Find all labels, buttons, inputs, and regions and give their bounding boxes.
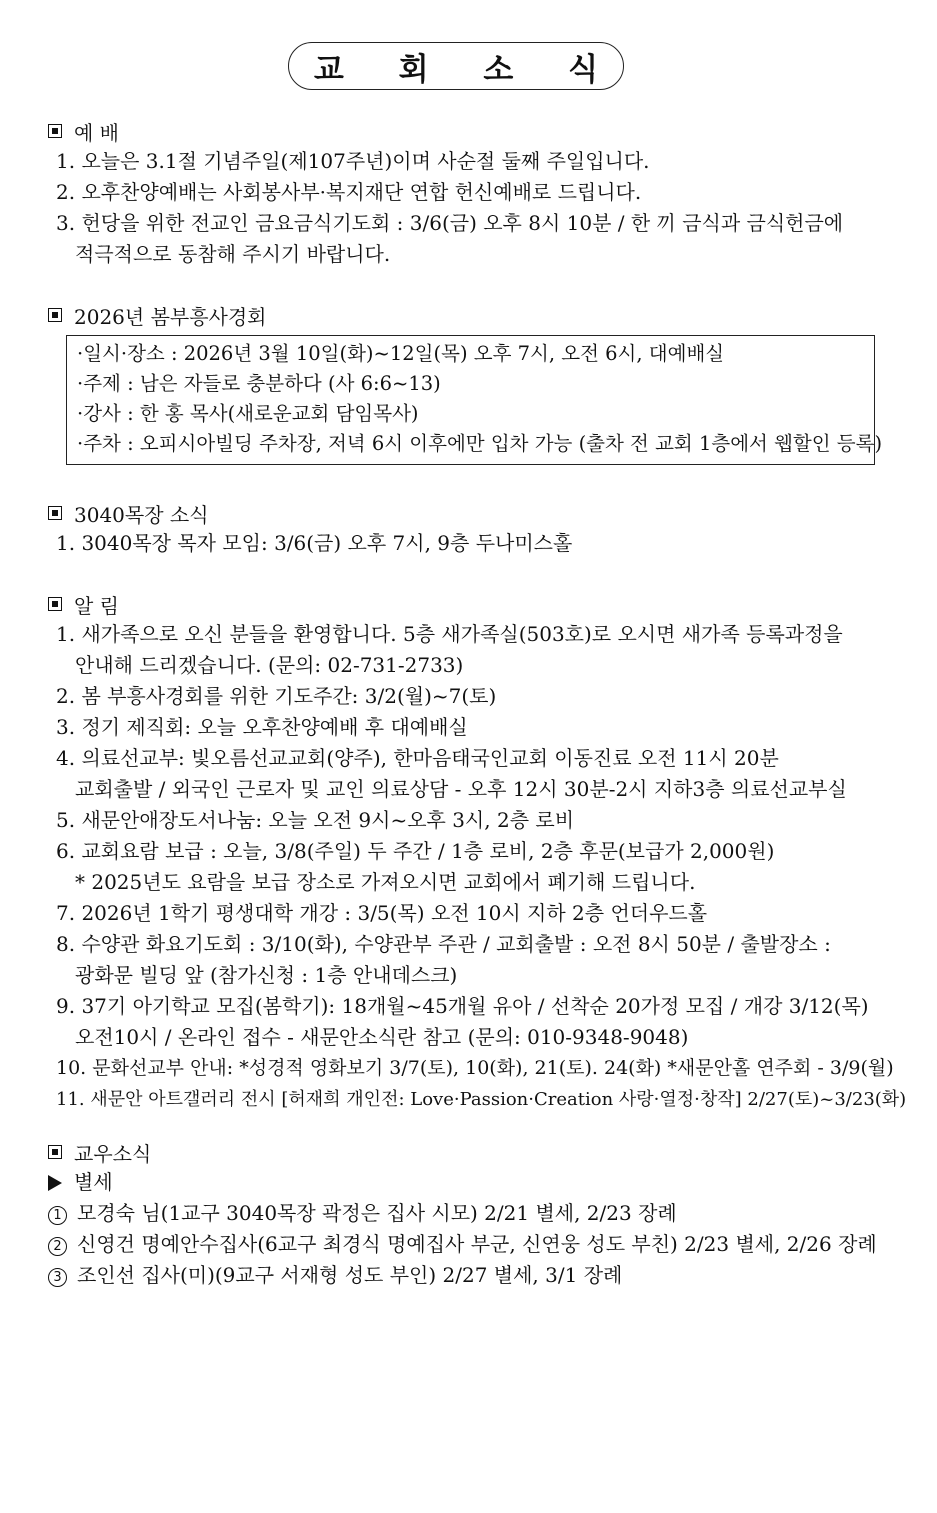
list-item: 2. 봄 부흥사경회를 위한 기도주간: 3/2(월)~7(토) <box>56 684 497 708</box>
notices-section <box>48 589 907 1115</box>
revival-section <box>48 300 898 330</box>
list-item: * 2025년도 요람을 보급 장소로 가져오시면 교회에서 폐기해 드립니다. <box>75 870 696 894</box>
list-item: 교회출발 / 외국인 근로자 및 교인 의료상담 - 오후 12시 30분-2시 지하3층 의료선교부실 <box>75 777 847 801</box>
square-bullet-icon <box>48 124 62 138</box>
obituary-text: 조인선 집사(미)(9교구 서재형 성도 부인) 2/27 별세, 3/1 장례 <box>77 1263 623 1287</box>
list-item: 3. 헌당을 위한 전교인 금요금식기도회 : 3/6(금) 오후 8시 10분 / 한 끼 금식과 금식헌금에 <box>56 211 844 235</box>
list-item: 1. 3040목장 목자 모임: 3/6(금) 오후 7시, 9층 두나미스홀 <box>56 531 573 555</box>
circled-number-icon: 3 <box>48 1268 67 1287</box>
notices-heading <box>48 589 898 619</box>
list-item: 2. 오후찬양예배는 사회봉사부·복지재단 연합 헌신예배로 드립니다. <box>56 180 642 204</box>
list-item: 6. 교회요람 보급 : 오늘, 3/8(주일) 두 주간 / 1층 로비, 2층 후문(보급가 2,000원) <box>56 839 775 863</box>
obituary-subheading-text: 별세 <box>74 1170 113 1194</box>
revival-heading-text: 2026년 봄부흥사경회 <box>74 304 267 329</box>
list-item: 오전10시 / 온라인 접수 - 새문안소식란 참고 (문의: 010-9348-9048) <box>75 1025 689 1049</box>
list-item: 1. 새가족으로 오신 분들을 환영합니다. 5층 새가족실(503호)로 오시면 새가족 등록과정을 <box>56 622 843 646</box>
mokjang-section <box>48 498 898 559</box>
square-bullet-icon <box>48 1145 62 1159</box>
list-item: 3. 정기 제직회: 오늘 오후찬양예배 후 대예배실 <box>56 715 468 739</box>
notices-heading-text: 알 림 <box>74 593 119 618</box>
list-item: 11. 새문안 아트갤러리 전시 [허재희 개인전: Love·Passion·Creation 사랑·열정·창작] 2/27(토)~3/23(화) <box>56 1089 907 1110</box>
list-item: ·일시·장소 : 2026년 3월 10일(화)~12일(목) 오후 7시, 오전 6시, 대예배실 <box>77 342 725 365</box>
mokjang-heading-text: 3040목장 소식 <box>74 502 209 527</box>
square-bullet-icon <box>48 597 62 611</box>
square-bullet-icon <box>48 308 62 322</box>
mokjang-heading <box>48 498 898 528</box>
revival-info-box <box>66 335 883 465</box>
list-item <box>48 1198 898 1229</box>
members-heading-text: 교우소식 <box>74 1141 152 1166</box>
list-item <box>48 1229 898 1260</box>
list-item: 4. 의료선교부: 빛오름선교교회(양주), 한마음태국인교회 이동진료 오전 11시 20분 <box>56 746 779 770</box>
triangle-bullet-icon <box>48 1175 62 1191</box>
obituary-subheading <box>48 1167 898 1198</box>
revival-heading <box>48 300 898 330</box>
worship-section <box>48 116 898 270</box>
list-item: 적극적으로 동참해 주시기 바랍니다. <box>75 242 391 266</box>
list-item: ·강사 : 한 홍 목사(새로운교회 담임목사) <box>77 402 419 425</box>
title-box <box>288 42 624 90</box>
list-item: 안내해 드리겠습니다. (문의: 02-731-2733) <box>75 653 464 677</box>
list-item: 10. 문화선교부 안내: *성경적 영화보기 3/7(토), 10(화), 21(토). 24(화) *새문안홀 연주회 - 3/9(월) <box>56 1057 894 1079</box>
list-item: 1. 오늘은 3.1절 기념주일(제107주년)이며 사순절 둘째 주일입니다. <box>56 149 650 173</box>
obituary-text: 신영건 명예안수집사(6교구 최경식 명예집사 부군, 신연웅 성도 부친) 2/23 별세, 2/26 장례 <box>77 1232 877 1256</box>
list-item <box>48 1260 898 1291</box>
page-title: 교 회 소 식 <box>313 51 621 88</box>
square-bullet-icon <box>48 506 62 520</box>
members-section <box>48 1137 898 1291</box>
circled-number-icon: 2 <box>48 1237 67 1256</box>
list-item: 8. 수양관 화요기도회 : 3/10(화), 수양관부 주관 / 교회출발 : 오전 8시 50분 / 출발장소 : <box>56 932 831 956</box>
list-item: 7. 2026년 1학기 평생대학 개강 : 3/5(목) 오전 10시 지하 2층 언더우드홀 <box>56 901 708 925</box>
list-item: 9. 37기 아기학교 모집(봄학기): 18개월~45개월 유아 / 선착순 20가정 모집 / 개강 3/12(목) <box>56 994 869 1018</box>
list-item: 광화문 빌딩 앞 (참가신청 : 1층 안내데스크) <box>75 963 458 987</box>
members-heading <box>48 1137 898 1167</box>
list-item: ·주제 : 남은 자들로 충분하다 (사 6:6~13) <box>77 372 441 395</box>
worship-heading <box>48 116 898 146</box>
obituary-text: 모경숙 님(1교구 3040목장 곽정은 집사 시모) 2/21 별세, 2/23 장례 <box>77 1201 677 1225</box>
list-item: 5. 새문안애장도서나눔: 오늘 오전 9시~오후 3시, 2층 로비 <box>56 808 575 832</box>
list-item: ·주차 : 오피시아빌딩 주차장, 저녁 6시 이후에만 입차 가능 (출차 전 교회 1층에서 웹할인 등록) <box>77 432 883 455</box>
circled-number-icon: 1 <box>48 1206 67 1225</box>
worship-heading-text: 예 배 <box>74 120 119 145</box>
